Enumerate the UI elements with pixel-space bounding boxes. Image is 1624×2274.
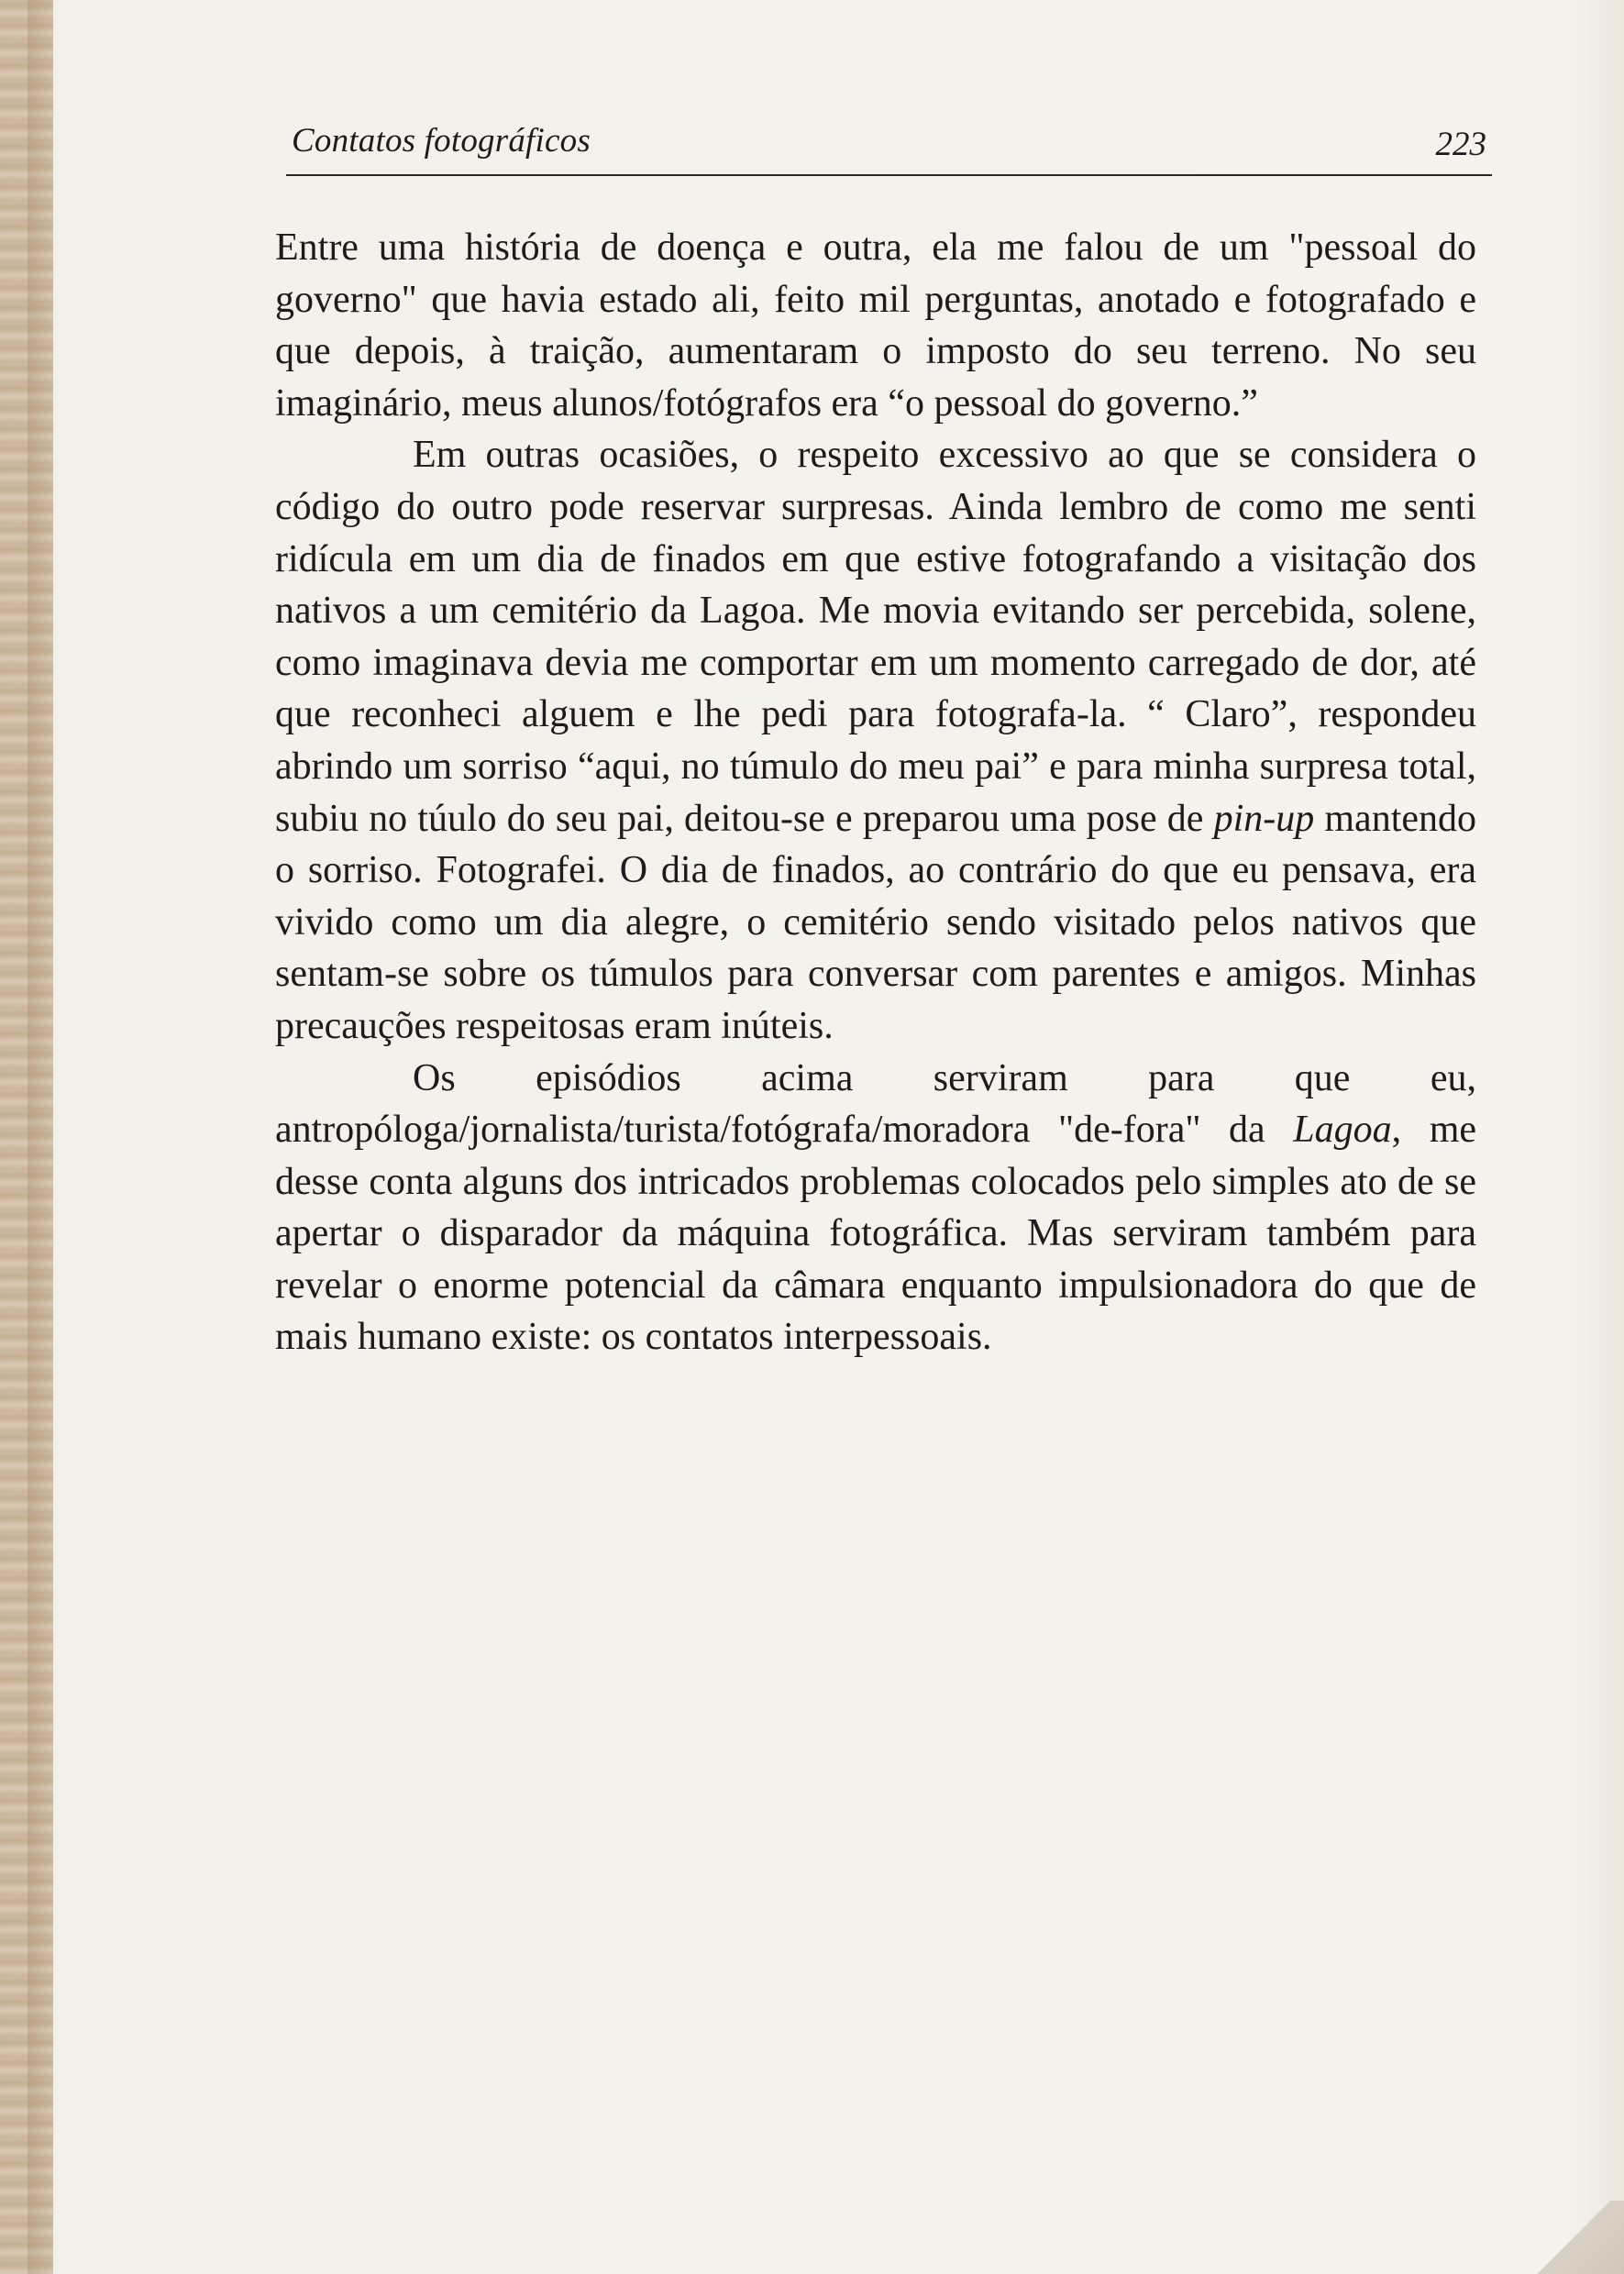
paragraph-3-text-a: Os episódios acima serviram para que eu, antropóloga/jornalista/turista/fotógrafa/moradora "de-fora" da xyxy=(275,1056,1476,1152)
body-text xyxy=(275,222,1476,1363)
running-header xyxy=(286,119,1492,176)
paragraph-3-text-b: , me desse conta alguns dos intricados problemas colocados pelo simples ato de se apertar o disparador da máquina fotográfica. Mas serviram também para revelar o enorme potencial da câmara enquanto impulsionadora do que de mais humano existe: os contatos interpessoais. xyxy=(275,1109,1477,1359)
page-corner-fold xyxy=(1523,2201,1624,2274)
page-number: 223 xyxy=(1435,126,1486,163)
paragraph-2-italic: pin-up xyxy=(1213,797,1315,840)
paragraph-2-text-b: mantendo o sorriso. Fotografei. O dia de finados, ao contrário do que eu pensava, era vivido como um dia alegre, o cemitério sendo visitado pelos nativos que sentam-se sobre os túmulos para conversar com parentes e amigos. Minhas precauções respeitosas eram inúteis. xyxy=(275,797,1477,1047)
paragraph-3 xyxy=(275,1053,1476,1364)
paragraph-3-italic: Lagoa xyxy=(1293,1109,1392,1152)
binding-shadow xyxy=(28,0,53,2274)
paragraph-2-text-a: Em outras ocasiões, o respeito excessivo ao que se considera o código do outro pode reservar surpresas. Ainda lembro de como me senti ridícula em um dia de finados em que estive fotografando a visitação dos nativos a um cemitério da Lagoa. Me movia evitando ser percebida, solene, como imaginava devia me comportar em um momento carregado de dor, até que reconheci alguem e lhe pedi para fotografa-la. “ Claro”, respondeu abrindo um sorriso “aqui, no túmulo do meu pai” e para minha surpresa total, subiu no túulo do seu pai, deitou-se e preparou uma pose de xyxy=(275,434,1476,840)
paragraph-1: Entre uma história de doença e outra, ela me falou de um "pessoal do governo" que havia estado ali, feito mil perguntas, anotado e fotografado e que depois, à traição, aumentaram o imposto do seu terreno. No seu imaginário, meus alunos/fotógrafos era “o pessoal do governo.” xyxy=(275,226,1476,425)
paragraph-2 xyxy=(275,429,1476,1052)
running-title: Contatos fotográficos xyxy=(292,122,591,160)
